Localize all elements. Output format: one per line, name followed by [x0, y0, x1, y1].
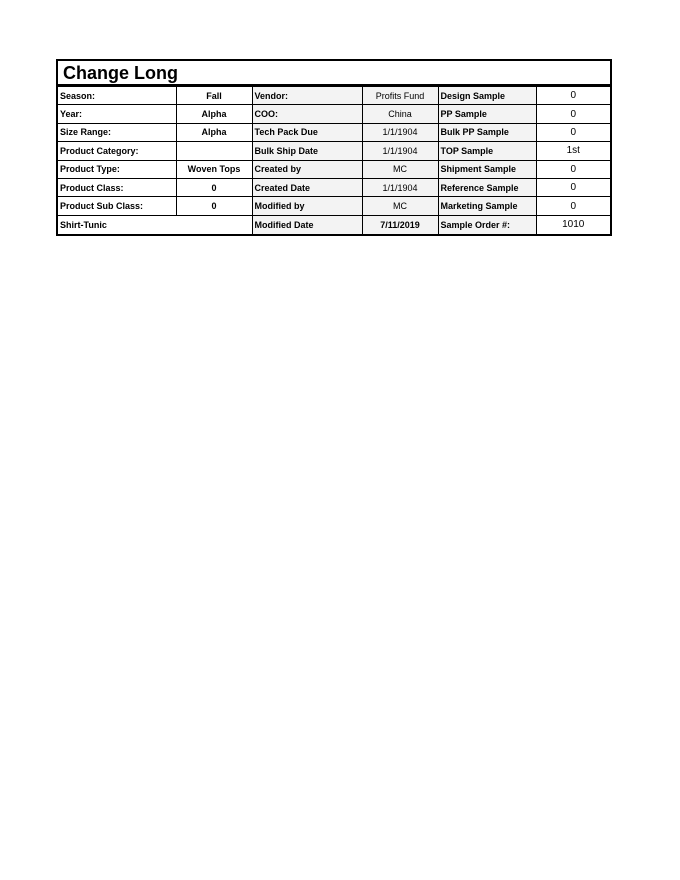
field-label: Year: — [58, 105, 176, 123]
field-value: 0 — [176, 197, 252, 215]
field-label: Size Range: — [58, 123, 176, 141]
field-value: Alpha — [176, 105, 252, 123]
sample-label: Marketing Sample — [438, 197, 536, 215]
sample-value: 1st — [536, 142, 610, 160]
field-label: Product Sub Class: — [58, 197, 176, 215]
field-value: Fall — [176, 87, 252, 105]
field-label: COO: — [252, 105, 362, 123]
field-value: Profits Fund — [362, 87, 438, 105]
sample-value: 0 — [536, 160, 610, 178]
field-value: 1/1/1904 — [362, 142, 438, 160]
sample-label: Bulk PP Sample — [438, 123, 536, 141]
table-row-last — [58, 215, 610, 233]
field-label: Tech Pack Due — [252, 123, 362, 141]
style-title: Change Long — [58, 61, 610, 86]
field-value: China — [362, 105, 438, 123]
field-value: Alpha — [176, 123, 252, 141]
sample-label: Shipment Sample — [438, 160, 536, 178]
spec-sheet-header — [56, 59, 612, 236]
sample-value: 0 — [536, 87, 610, 105]
table-row — [58, 160, 610, 178]
field-label: Product Class: — [58, 178, 176, 196]
field-label: Bulk Ship Date — [252, 142, 362, 160]
field-label: Created Date — [252, 178, 362, 196]
field-label: Vendor: — [252, 87, 362, 105]
field-label: Product Category: — [58, 142, 176, 160]
spec-table — [58, 86, 610, 234]
field-label: Modified by — [252, 197, 362, 215]
sample-label: Sample Order #: — [438, 215, 536, 233]
field-label: Season: — [58, 87, 176, 105]
sample-value: 1010 — [536, 215, 610, 233]
field-value: MC — [362, 160, 438, 178]
table-row — [58, 87, 610, 105]
field-label: Product Type: — [58, 160, 176, 178]
table-row — [58, 123, 610, 141]
table-row — [58, 105, 610, 123]
table-row — [58, 178, 610, 196]
field-value: 1/1/1904 — [362, 123, 438, 141]
sample-value: 0 — [536, 197, 610, 215]
field-value: 7/11/2019 — [362, 215, 438, 233]
sample-label: Design Sample — [438, 87, 536, 105]
field-value: MC — [362, 197, 438, 215]
field-value: Woven Tops — [176, 160, 252, 178]
sample-label: Reference Sample — [438, 178, 536, 196]
sample-label: TOP Sample — [438, 142, 536, 160]
table-row — [58, 197, 610, 215]
table-row — [58, 142, 610, 160]
sample-value: 0 — [536, 123, 610, 141]
field-value: 0 — [176, 178, 252, 196]
field-label: Created by — [252, 160, 362, 178]
sample-value: 0 — [536, 178, 610, 196]
field-value — [176, 142, 252, 160]
style-description: Shirt-Tunic — [58, 215, 252, 233]
field-label: Modified Date — [252, 215, 362, 233]
field-value: 1/1/1904 — [362, 178, 438, 196]
sample-label: PP Sample — [438, 105, 536, 123]
sample-value: 0 — [536, 105, 610, 123]
